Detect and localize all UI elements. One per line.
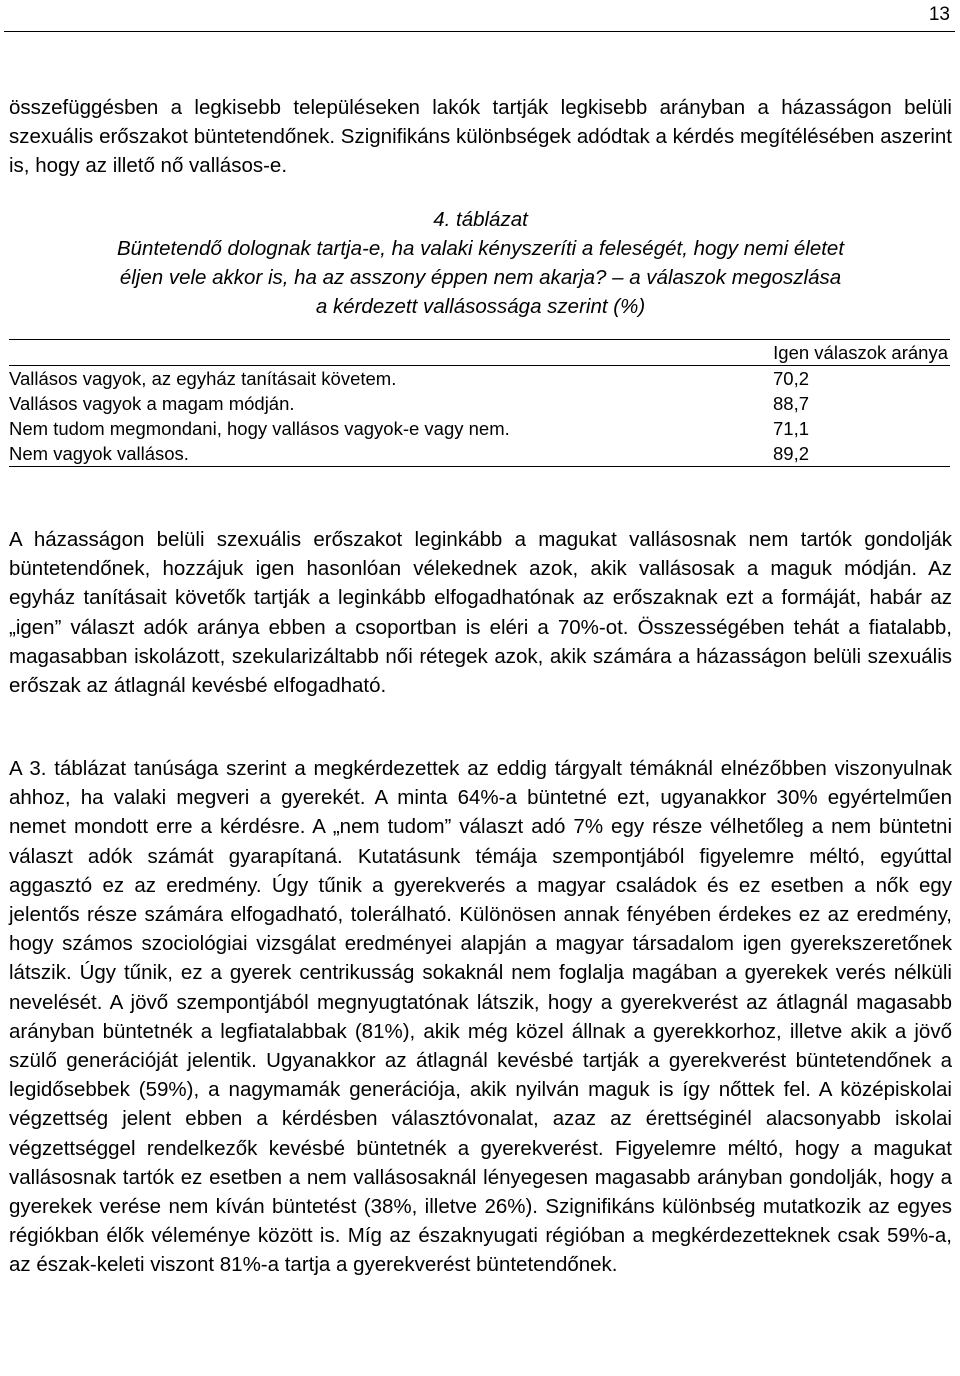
data-table: [9, 339, 950, 467]
table-row-label: Nem vagyok vallásos.: [9, 443, 189, 464]
table-caption-question-line1: Büntetendő dolognak tartja-e, ha valaki kényszeríti a feleségét, hogy nemi életet: [116, 237, 845, 260]
table-row: [9, 416, 950, 441]
table-caption-number: 4. táblázat: [433, 208, 528, 231]
table-row-label: Vallásos vagyok a magam módján.: [9, 393, 295, 414]
body-paragraph-2: A házasságon belüli szexuális erőszakot leginkább a magukat vallásosnak nem tartók gondolják büntetendőnek, hozzájuk igen hasonlóan vélekednek azok, akik vallásosak a maguk módján. Az egyház tanításait követők tartják a leginkább elfogadhatónak az erőszaknak ezt a formáját, habár az „igen” választ adók aránya ebben a csoportban is eléri a 70%-ot. Összességében tehát a fiatalabb, magasabban iskolázott, szekularizáltabb női rétegek azok, akik számára a házasságon belüli szexuális erőszak az átlagnál kevésbé elfogadható.: [9, 528, 952, 698]
intro-paragraph: összefüggésben a legkisebb településeken lakók tartják legkisebb arányban a házasságon belüli szexuális erőszakot büntetendőnek. Szignifikáns különbségek adódtak a kérdés megítélésében aszerint is, hogy az illető nő vallásos-e.: [9, 96, 952, 178]
table-row-value: 89,2: [773, 443, 810, 464]
table-column-header: Igen válaszok aránya: [9, 340, 950, 366]
table-row: [9, 391, 950, 416]
body-paragraph-3: A 3. táblázat tanúsága szerint a megkérdezettek az eddig tárgyalt témáknál elnézőbben viszonyulnak ahhoz, ha valaki megveri a gyerekét. A minta 64%-a büntetné ezt, ugyanakkor 30% egyértelműen nemet mondott erre a kérdésre. A „nem tudom” választ adó 7% egy része vélhetőleg a nem büntetni választ adók számát gyarapítaná. Kutatásunk témája szempontjából figyelemre méltó, egyúttal aggasztó ez az eredmény. Úgy tűnik a gyerekverés a magyar családok és ez esetben a nők egy jelentős része számára elfogadható, tolerálható. Különösen annak fényében érdekes ez az eredmény, hogy számos szociológiai vizsgálat eredményei alapján a magyar társadalom igen gyerekszeretőnek látszik. Úgy tűnik, ez a gyerek centrikusság sokaknál nem foglalja magában a gyerekek verés nélküli nevelését. A jövő szempontjából megnyugtatónak látszik, hogy a gyerekverést az átlagnál magasabb arányban büntetnék a legfiatalabbak (81%), akik még közel állnak a gyerekkorhoz, illetve akik a jövő szülő generációját jelentik. Ugyanakkor az átlagnál kevésbé tartják a gyerekverést büntetendőnek a legidősebbek (59%), a nagymamák generációja, akik nyilván maguk is így nőttek fel. A középiskolai végzettség jelent ebben a kérdésben választóvonalat, azaz az érettséginél alacsonyabb iskolai végzettséggel rendelkezők kevésbé büntetnék a gyerekverést. Figyelemre méltó, hogy a magukat vallásosnak tartók ez esetben a nem vallásosaknál lényegesen magasabb arányban gondolják, hogy a gyerekek verése nem kíván büntetést (38%, illetve 26%). Szignifikáns különbség mutatkozik az egyes régiókban élők véleménye között is. Míg az északnyugati régióban a megkérdezetteknek csak 59%-a, az észak-keleti viszont 81%-a tartja a gyerekverést büntetendőnek.: [9, 757, 952, 1277]
table-row: [9, 366, 950, 391]
table-row-label: Nem tudom megmondani, hogy vallásos vagyok-e vagy nem.: [9, 418, 510, 439]
header-rule: [4, 31, 955, 32]
table-row-label: Vallásos vagyok, az egyház tanításait követem.: [9, 368, 397, 389]
table-caption-question-line2: éljen vele akkor is, ha az asszony éppen nem akarja? – a válaszok megoszlása: [119, 266, 842, 289]
table-row: [9, 441, 950, 467]
page-number: 13: [928, 4, 950, 25]
table-row-value: 71,1: [773, 418, 810, 439]
table-row-value: 70,2: [773, 368, 810, 389]
table-row-value: 88,7: [773, 393, 810, 414]
table-caption: [9, 205, 952, 321]
table-caption-question-line3: a kérdezett vallásossága szerint (%): [315, 295, 646, 318]
